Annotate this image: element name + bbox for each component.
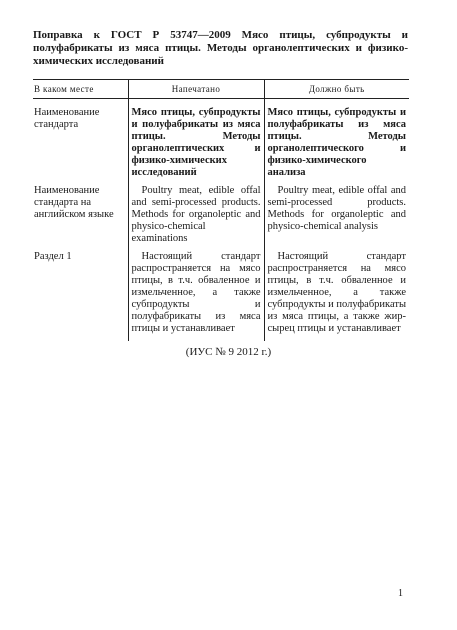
document-title: Поправка к ГОСТ Р 53747—2009 Мясо птицы, субпродукты и полуфабрикаты из мяса птицы. Методы органолептических и физико-химических исследований xyxy=(33,29,408,67)
row-printed: Poultry meat, edible offal and semi-processed products. Methods for organoleptic and physico-chemical examinations xyxy=(128,185,264,251)
header-should-be: Должно быть xyxy=(264,80,409,99)
table-row xyxy=(33,99,409,186)
header-where: В каком месте xyxy=(33,80,128,99)
page-number: 1 xyxy=(398,588,403,599)
row-correct: Poultry meat, edible offal and semi-processed products. Methods for organoleptic and physico-chemical analysis xyxy=(267,185,406,232)
correction-table xyxy=(33,79,409,341)
row-correct: Мясо птицы, субпродукты и полуфабрикаты из мяса птицы. Методы органолептического и физико-химического анализа xyxy=(267,107,406,178)
row-printed: Настоящий стандарт распространяется на мясо птицы, в т.ч. обваленное и измельченное, а также субпродукты и полуфабрикаты из мяса птицы и устанавливает xyxy=(128,251,264,341)
row-place: Раздел 1 xyxy=(34,251,72,262)
row-correct: Настоящий стандарт распространяется на мясо птицы, в т.ч. обваленное и измельченное, а также субпродукты и полуфабрикаты из мяса птицы, а также жир-сырец птицы и устанавливает xyxy=(267,251,406,334)
table-row xyxy=(33,251,409,341)
row-place: Наименование стандарта на английском языке xyxy=(34,185,114,220)
row-place: Наименование стандарта xyxy=(34,107,100,130)
table-row xyxy=(33,185,409,251)
source-reference: (ИУС № 9 2012 г.) xyxy=(185,346,272,358)
table-header-row xyxy=(33,80,409,99)
row-printed: Мясо птицы, субпродукты и полуфабрикаты из мяса птицы. Методы органолептических и физико-химических исследований xyxy=(128,99,264,186)
header-printed: Напечатано xyxy=(128,80,264,99)
